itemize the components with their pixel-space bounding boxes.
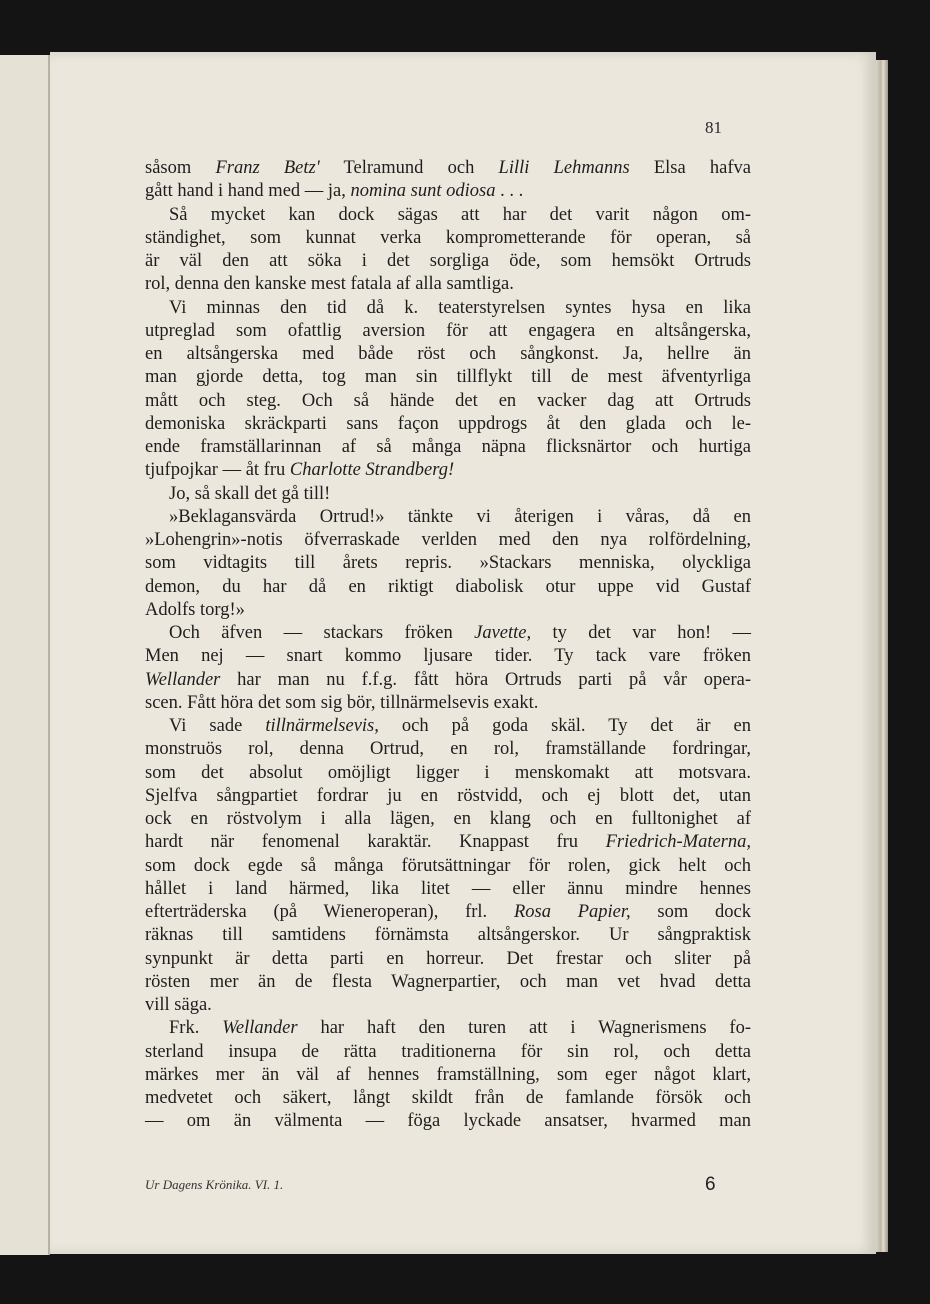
text-line: monstruös rol, denna Ortrud, en rol, framställande fordringar,	[145, 739, 751, 760]
text-line: märkes mer än väl af hennes framställning, som eger något klart,	[145, 1064, 751, 1085]
text-line: synpunkt är detta parti en horreur. Det frestar och sliter på	[145, 948, 751, 969]
text-line: Adolfs torg!»	[145, 599, 245, 620]
page-number: 81	[705, 118, 722, 137]
text-line: Och äfven — stackars fröken Javette, ty det var hon! —	[169, 623, 751, 643]
text-line: gått hand i hand med — ja, nomina sunt odiosa . . .	[145, 181, 524, 202]
text-line: hardt när fenomenal karaktär. Knappast fru Friedrich-Materna,	[145, 832, 751, 853]
text-line: Frk. Wellander har haft den turen att i Wagnerismens fo-	[169, 1018, 751, 1039]
text-line: som vidtagits till årets repris. »Stackars menniska, olyckliga	[145, 553, 751, 574]
text-line: Vi sade tillnärmelsevis, och på goda skäl. Ty det är en	[169, 716, 751, 736]
text-line: en altsångerska med både röst och sångkonst. Ja, hellre än	[145, 344, 751, 364]
text-line: man gjorde detta, tog man sin tillflykt till de mest äfventyrliga	[145, 367, 751, 388]
body-text	[145, 157, 751, 1134]
page-stack-edge	[876, 60, 888, 1252]
text-line: Jo, så skall det gå till!	[169, 483, 331, 504]
footer-signature: Ur Dagens Krönika. VI. 1.	[145, 1177, 284, 1192]
text-line: sterland insupa de rätta traditionerna för sin rol, och detta	[145, 1041, 751, 1062]
text-line: Så mycket kan dock sägas att har det varit någon om-	[169, 204, 751, 225]
text-line: medvetet och säkert, långt skildt från de famlande försök och	[145, 1088, 751, 1108]
text-line: demon, du har då en riktigt diabolisk otur uppe vid Gustaf	[145, 576, 751, 597]
text-line: efterträderska (på Wieneroperan), frl. Rosa Papier, som dock	[145, 902, 751, 922]
text-line: Men nej — snart kommo ljusare tider. Ty tack vare fröken	[145, 646, 751, 667]
text-line: Sjelfva sångpartiet fordrar ju en röstvidd, och ej blott det, utan	[145, 785, 751, 806]
text-line: rösten mer än de flesta Wagnerpartier, och man vet hvad detta	[145, 971, 751, 992]
text-line: Wellander har man nu f.f.g. fått höra Ortruds parti på vår opera-	[145, 669, 751, 690]
text-line: ende framställarinnan af så många näpna flicksnärtor och hurtiga	[145, 437, 751, 457]
text-line: räknas till samtidens förnämsta altsångerskor. Ur sångpraktisk	[145, 925, 751, 946]
text-line: »Beklagansvärda Ortrud!» tänkte vi återigen i våras, då en	[169, 506, 751, 527]
text-line: är väl den att söka i det sorgliga öde, som hemsökt Ortruds	[145, 251, 751, 271]
text-line: ock en röstvolym i alla lägen, en klang och en fulltonighet af	[145, 809, 751, 829]
text-line: som det absolut omöjligt ligger i menskomakt att motsvara.	[145, 762, 751, 783]
text-line: utpreglad som ofattlig aversion för att engagera en altsångerska,	[145, 320, 751, 341]
text-line: Vi minnas den tid då k. teaterstyrelsen syntes hysa en lika	[169, 297, 751, 318]
text-line: »Lohengrin»-notis öfverraskade verlden med den nya rolfördelning,	[145, 530, 751, 550]
text-line: scen. Fått höra det som sig bör, tillnärmelsevis exakt.	[145, 692, 539, 713]
text-line: som dock egde så många förutsättningar för rolen, gick helt och	[145, 855, 751, 876]
text-line: vill säga.	[145, 995, 212, 1015]
text-line: — om än välmenta — föga lyckade ansatser, hvarmed man	[145, 1111, 751, 1132]
text-line: såsom Franz Betz' Telramund och Lilli Lehmanns Elsa hafva	[145, 158, 751, 178]
text-line: tjufpojkar — åt fru Charlotte Strandberg!	[145, 460, 455, 481]
left-page-edge	[0, 55, 50, 1255]
text-line: ständighet, som kunnat verka komprometterande för operan, så	[145, 227, 751, 248]
footer-signature-number: 6	[705, 1174, 716, 1195]
text-line: demoniska skräckparti sans façon uppdrogs åt den glada och le-	[145, 413, 751, 434]
text-line: mått och steg. Och så hände det en vacker dag att Ortruds	[145, 390, 751, 411]
text-line: hållet i land härmed, lika litet — eller ännu mindre hennes	[145, 878, 751, 899]
text-line: rol, denna den kanske mest fatala af alla samtliga.	[145, 274, 514, 295]
